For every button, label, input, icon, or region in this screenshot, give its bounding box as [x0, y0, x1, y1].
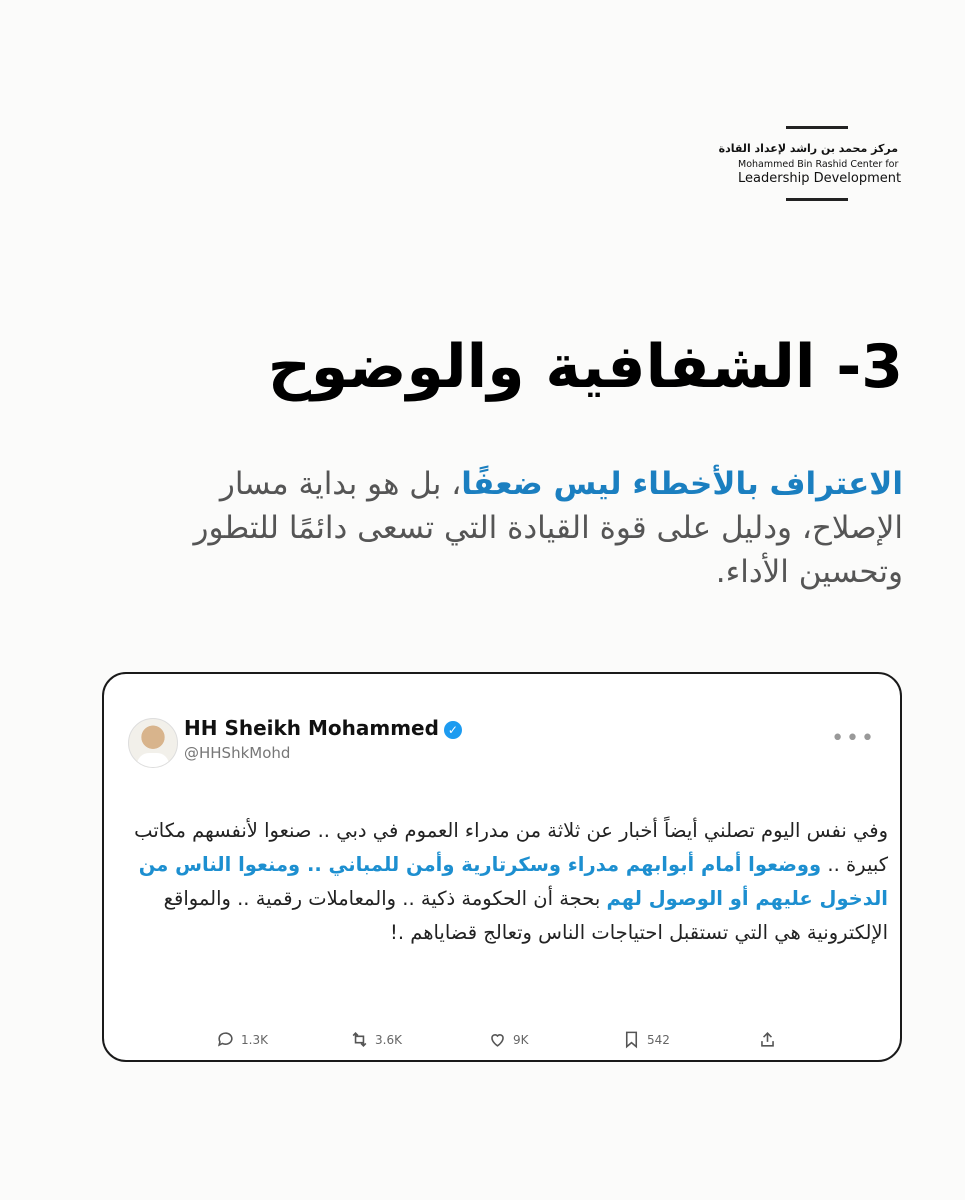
heart-icon: [488, 1030, 507, 1049]
section-heading: 3- الشفافية والوضوح: [267, 332, 903, 402]
author-name-text: HH Sheikh Mohammed: [184, 716, 439, 740]
tweet-text-part1: وفي نفس اليوم تصلني أيضاً أخبار عن ثلاثة من مدراء العموم في دبي .. صنعوا لأنفسهم مكاتب كبيرة ..: [134, 819, 888, 876]
intro-rest: ، بل هو بداية مسار الإصلاح، ودليل على قوة القيادة التي تسعى دائمًا للتطور وتحسين الأداء.: [193, 466, 903, 590]
repost-count: 3.6K: [375, 1032, 402, 1047]
tweet-card: [102, 672, 902, 1062]
reply-button[interactable]: [216, 1030, 268, 1049]
bookmark-button[interactable]: [622, 1030, 670, 1049]
more-options-icon[interactable]: •••: [831, 726, 876, 751]
author-avatar[interactable]: [128, 718, 178, 768]
verified-badge-icon: ✓: [444, 721, 462, 739]
reply-icon: [216, 1030, 235, 1049]
tweet-text-highlight: ووضعوا أمام أبوابهم مدراء وسكرتارية وأمن للمباني .. ومنعوا الناس من الدخول عليهم أو الوصول لهم: [138, 853, 888, 910]
reply-count: 1.3K: [241, 1032, 268, 1047]
logo-arabic-text: مركز محمد بن راشد لإعداد القادة: [718, 142, 898, 155]
bookmark-icon: [622, 1030, 641, 1049]
intro-paragraph: [123, 462, 903, 594]
intro-highlight: الاعتراف بالأخطاء ليس ضعفًا: [461, 466, 903, 502]
repost-button[interactable]: [350, 1030, 402, 1049]
share-icon: [758, 1030, 777, 1049]
repost-icon: [350, 1030, 369, 1049]
tweet-text: [118, 814, 888, 950]
logo-bottom-bar: [786, 198, 848, 201]
logo-top-bar: [786, 126, 848, 129]
like-button[interactable]: [488, 1030, 529, 1049]
author-name[interactable]: [184, 716, 462, 740]
author-handle[interactable]: @HHShkMohd: [184, 744, 291, 762]
center-logo: [718, 124, 908, 204]
bookmark-count: 542: [647, 1032, 670, 1047]
tweet-actions: [104, 1030, 900, 1054]
tweet-text-part2: بحجة أن الحكومة ذكية .. والمعاملات رقمية .. والمواقع الإلكترونية هي التي تستقبل احتياجات الناس وتعالج قضاياهم .!: [163, 887, 888, 944]
logo-english-line1: Mohammed Bin Rashid Center for: [738, 159, 899, 170]
share-button[interactable]: [758, 1030, 777, 1049]
like-count: 9K: [513, 1032, 529, 1047]
logo-english-line2: Leadership Development: [738, 171, 902, 186]
